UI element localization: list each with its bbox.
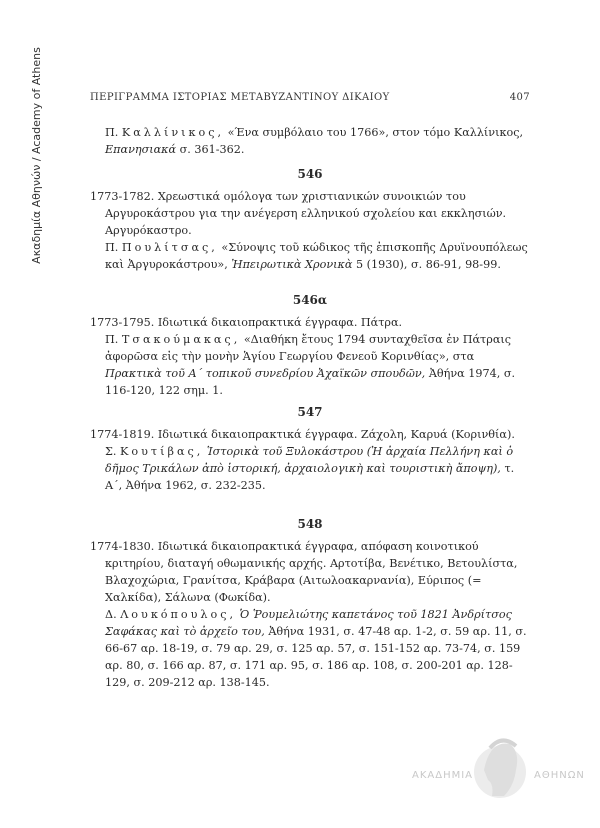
running-header xyxy=(90,92,530,103)
watermark-text-left: ΑΚΑΔΗΜΙΑ xyxy=(412,770,474,781)
ref-initial: Π. xyxy=(105,126,119,139)
entry-number: 546α xyxy=(292,293,328,307)
entry-546 xyxy=(90,166,530,273)
ref-tail: Ἀθήνα 1931, σ. 47-48 αρ. 1-2, σ. 59 αρ. 11, σ. 66-67 αρ. 18-19, σ. 79 αρ. 29, σ. 125 αρ. 57, σ. 151-152 αρ. 73-74, σ. 159 αρ. 80, σ. 166 αρ. 87, σ. 171 αρ. 95, σ. 186 αρ. 108, σ. 200-201 αρ. 128-129, σ. 209-212 αρ. 138-145. xyxy=(105,625,527,689)
entry-reference xyxy=(90,239,530,273)
ref-author: Λουκόπουλος, xyxy=(120,608,237,621)
ref-initial: Δ. xyxy=(105,608,117,621)
ref-italic: Ὁ Ῥουμελιώτης καπετάνος τοῦ 1821 Ἀνδρίτσος Σαφάκας καὶ τὸ ἀρχεῖο του, xyxy=(105,608,512,638)
entry-number: 546 xyxy=(297,167,323,181)
ref-text: «Ένα συμβόλαιο του 1766», στον τόμο Καλλίνικος, xyxy=(227,126,524,139)
entry-reference xyxy=(90,331,530,399)
entry-heading: 1774-1819. Ιδιωτικά δικαιοπρακτικά έγγραφα. Ζάχολη, Καρυά (Κορινθία). xyxy=(90,428,515,441)
ref-author: Καλλίνικος, xyxy=(121,126,225,139)
ref-text: «Σύνοψις τοῦ κώδικος τῆς ἐπισκοπῆς Δρυϊνουπόλεως καὶ Ἀργυροκάστρου», xyxy=(105,241,528,271)
ref-initial: Σ. xyxy=(105,445,117,458)
ref-author: Τσακούμακας, xyxy=(121,333,241,346)
intro-reference xyxy=(90,124,530,158)
ref-initial: Π. xyxy=(105,333,119,346)
entry-number: 548 xyxy=(297,517,323,531)
entry-heading: 1773-1795. Ιδιωτικά δικαιοπρακτικά έγγραφα. Πάτρα. xyxy=(90,316,403,329)
side-watermark-label: Ακαδημία Αθηνών / Academy of Athens xyxy=(29,46,43,264)
entry-reference xyxy=(90,606,530,691)
ref-text: «Διαθήκη ἔτους 1794 συνταχθεῖσα ἐν Πάτραις ἀφορῶσα εἰς τὴν μονὴν Ἁγίου Γεωργίου Φενεοῦ Κορινθίας», στα xyxy=(105,333,512,363)
ref-italic: Επανησιακά xyxy=(105,143,177,156)
ref-initial: Π. xyxy=(105,241,119,254)
running-title: ΠΕΡΙΓΡΑΜΜΑ ΙΣΤΟΡΙΑΣ ΜΕΤΑΒΥΖΑΝΤΙΝΟΥ ΔΙΚΑΙΟΥ xyxy=(90,92,390,103)
watermark-text-right: ΑΘΗΝΩΝ xyxy=(534,770,585,781)
ref-italic: Ἱστορικὰ τοῦ Ξυλοκάστρου (Ἡ ἀρχαία Πελλήνη καὶ ὁ δῆμος Τρικάλων ἀπὸ ἱστορική, ἀρχαιολογικὴ καὶ τουριστικὴ ἄποψη), xyxy=(105,445,514,475)
page-number: 407 xyxy=(509,92,530,103)
entry-heading: 1773-1782. Χρεωστικά ομόλογα των χριστιανικών συνοικιών του Αργυροκάστρου για την ανέγερση ελληνικού σχολείου και εκκλησιών. Αργυρόκαστρο. xyxy=(90,190,507,237)
ref-author: Κουτίβας, xyxy=(120,445,204,458)
ref-italic: Πρακτικὰ τοῦ Α΄ τοπικοῦ συνεδρίου Ἀχαϊκῶν σπουδῶν, xyxy=(105,367,426,380)
ref-tail: 5 (1930), σ. 86-91, 98-99. xyxy=(355,258,501,271)
entry-546a xyxy=(90,292,530,399)
ref-tail: τ. Α΄, Ἀθήνα 1962, σ. 232-235. xyxy=(105,462,515,492)
academy-watermark xyxy=(412,730,585,810)
entry-number: 547 xyxy=(297,405,323,419)
ref-tail: σ. 361-362. xyxy=(179,143,245,156)
entry-548 xyxy=(90,516,530,691)
entry-reference xyxy=(90,443,530,494)
entry-heading: 1774-1830. Ιδιωτικά δικαιοπρακτικά έγγραφα, απόφαση κοινοτικού κριτηρίου, διαταγή οθωμανικής αρχής. Αρτοτίβα, Βενέτικο, Βετουλίστα, Βλαχοχώρια, Γρανίτσα, Κράβαρα (Αιτωλοακαρνανία), Εύριπος (= Χαλκίδα), Σάλωνα (Φωκίδα). xyxy=(90,540,518,604)
athena-head-icon xyxy=(470,730,530,810)
ref-italic: Ἠπειρωτικὰ Χρονικὰ xyxy=(231,258,353,271)
entry-547 xyxy=(90,404,530,494)
ref-author: Πουλίτσας, xyxy=(121,241,218,254)
ref-tail: Ἀθήνα 1974, σ. 116-120, 122 σημ. 1. xyxy=(105,367,516,397)
